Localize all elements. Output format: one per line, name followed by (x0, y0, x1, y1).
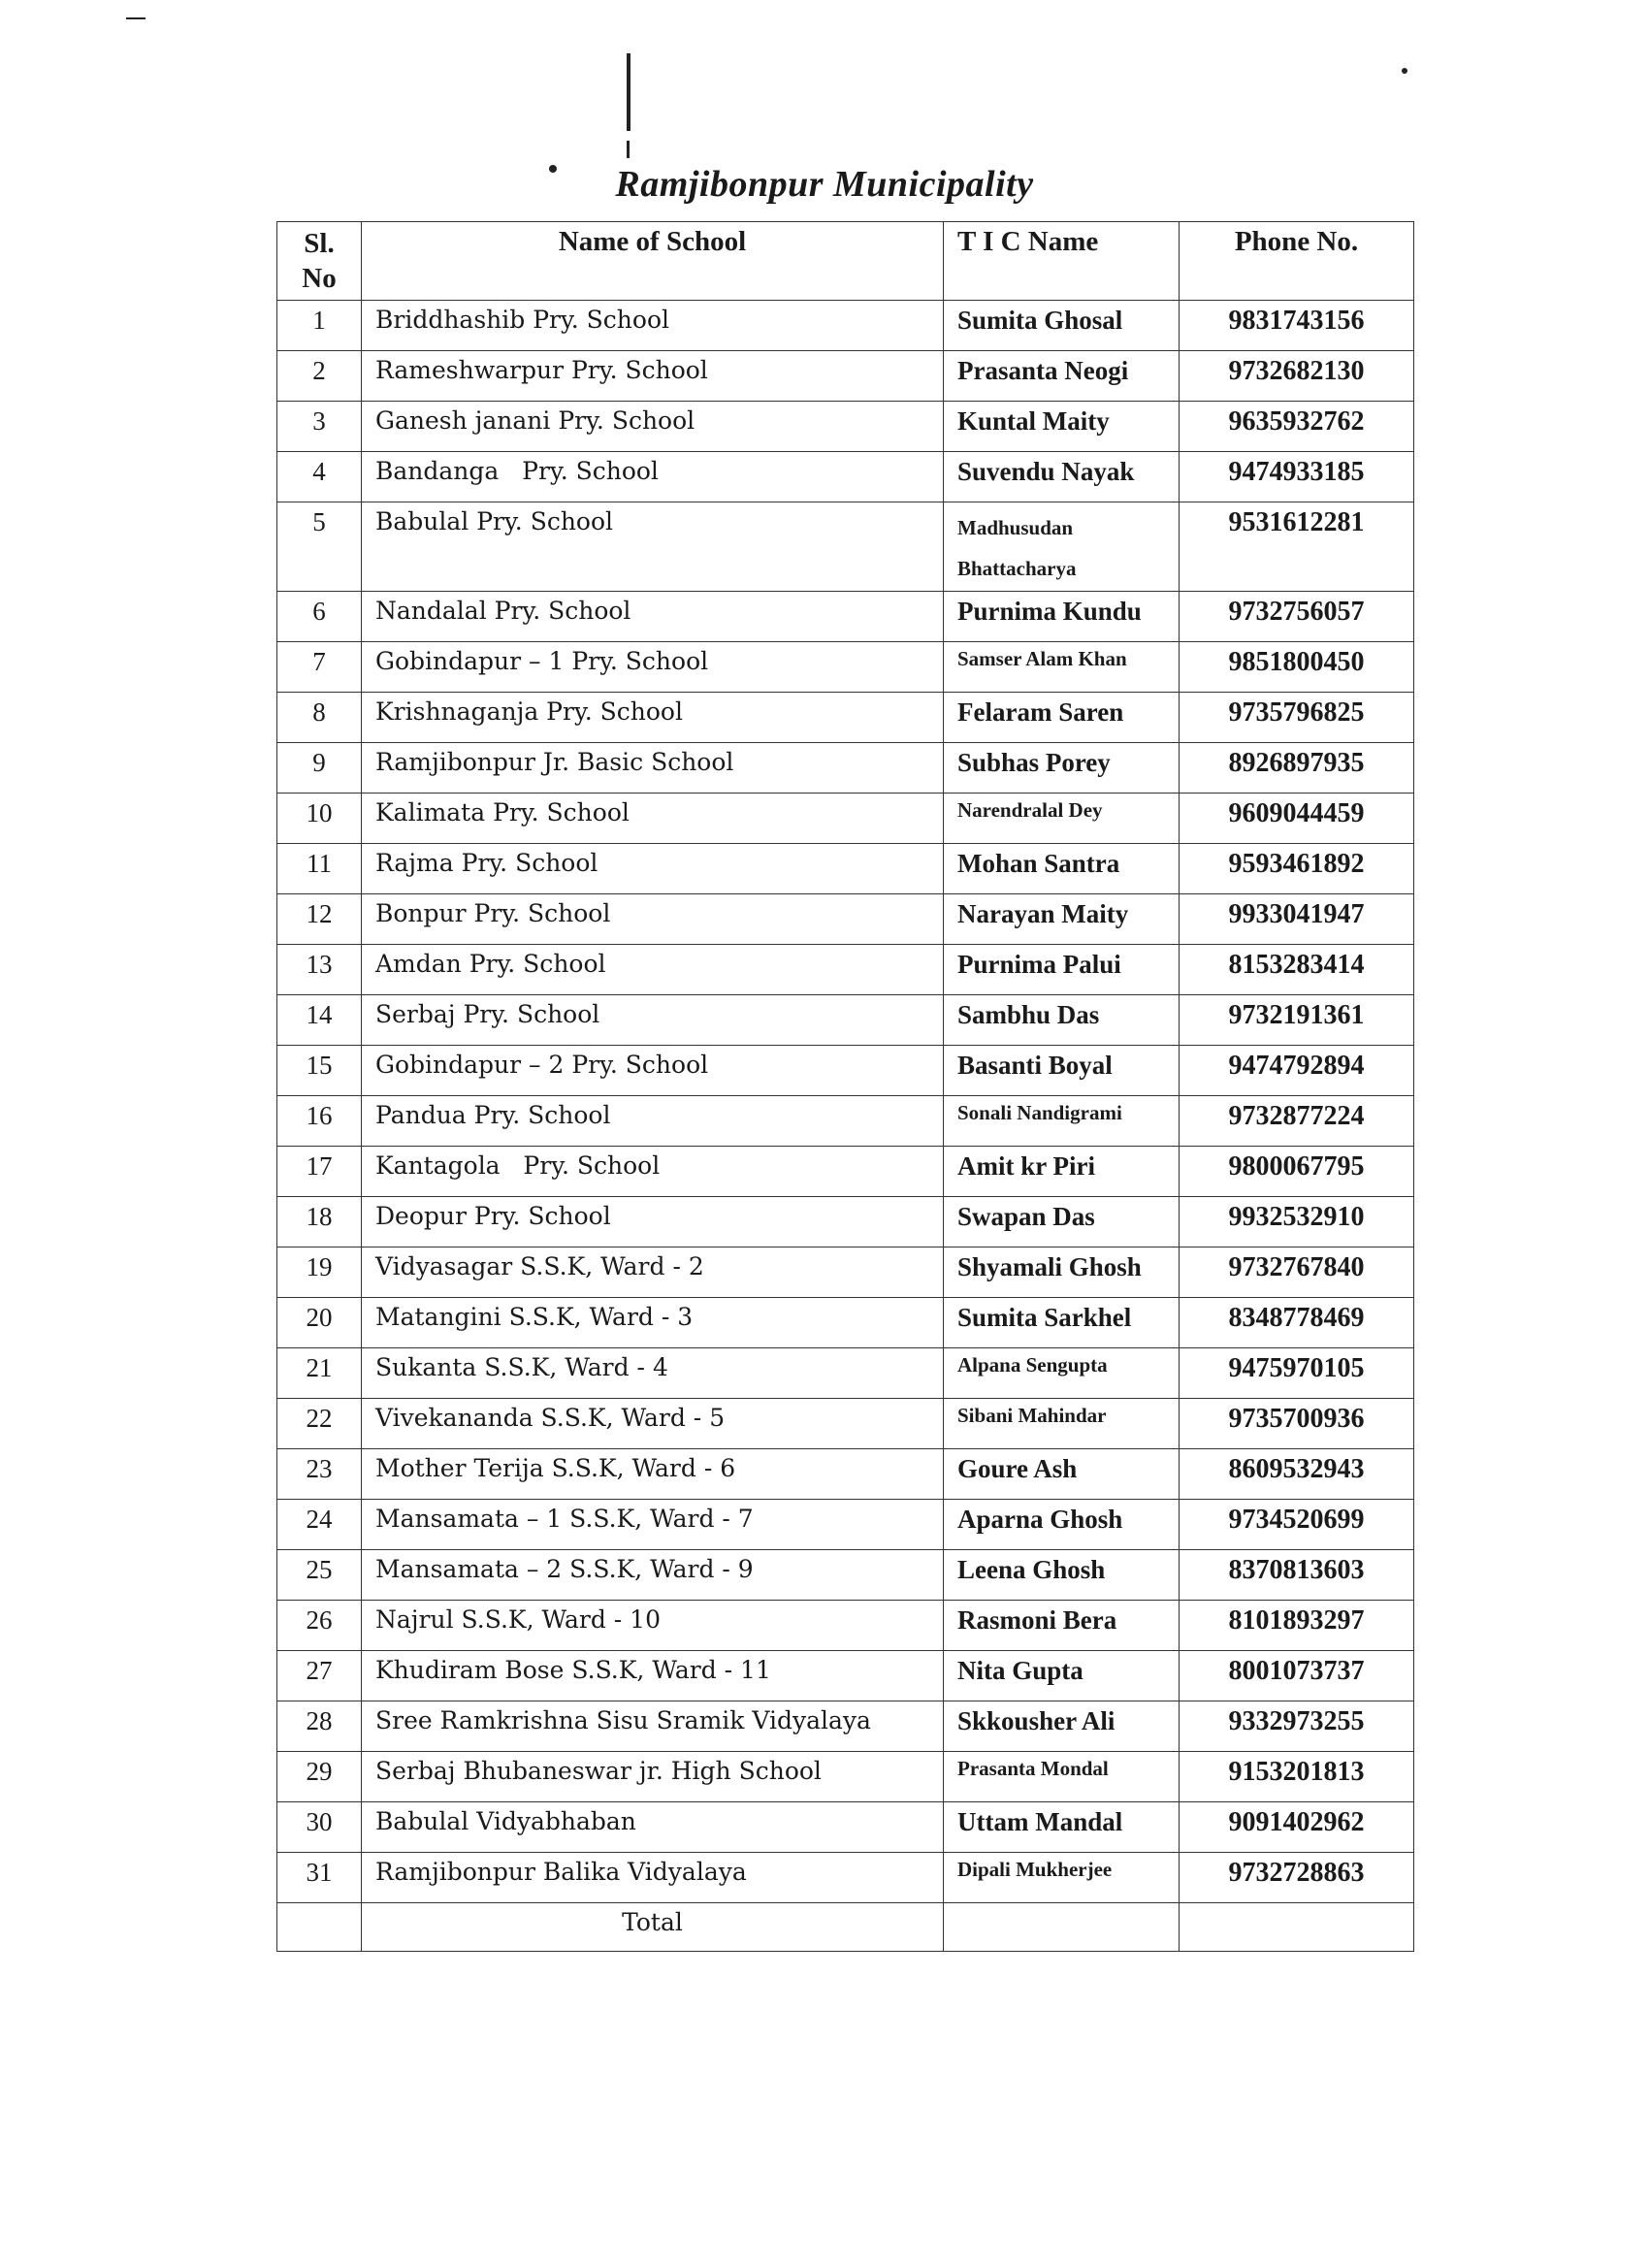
cell-phone: 9475970105 (1180, 1348, 1414, 1399)
cell-tic: Mohan Santra (944, 844, 1180, 894)
table-row (277, 743, 1414, 794)
cell-school: Mansamata – 2 S.S.K, Ward - 9 (362, 1550, 944, 1601)
cell-tic: Purnima Kundu (944, 592, 1180, 642)
cell-phone: 9474933185 (1180, 452, 1414, 502)
cell-sl: 20 (277, 1298, 362, 1348)
cell-sl: 2 (277, 351, 362, 402)
cell-phone: 8153283414 (1180, 945, 1414, 995)
cell-sl: 26 (277, 1601, 362, 1651)
table-row (277, 1449, 1414, 1500)
table-row (277, 452, 1414, 502)
cell-school: Kalimata Pry. School (362, 794, 944, 844)
cell-tic: Swapan Das (944, 1197, 1180, 1247)
cell-school: Bonpur Pry. School (362, 894, 944, 945)
document-title: Ramjibonpur Municipality (615, 164, 1034, 205)
table-row (277, 693, 1414, 743)
cell-sl: 9 (277, 743, 362, 794)
cell-phone: 9593461892 (1180, 844, 1414, 894)
cell-school: Vidyasagar S.S.K, Ward - 2 (362, 1247, 944, 1298)
cell-phone: 9531612281 (1180, 502, 1414, 592)
cell-phone: 9932532910 (1180, 1197, 1414, 1247)
cell-tic: Suvendu Nayak (944, 452, 1180, 502)
cell-school: Briddhashib Pry. School (362, 301, 944, 351)
cell-phone: 9474792894 (1180, 1046, 1414, 1096)
table-row (277, 794, 1414, 844)
cell-phone: 9153201813 (1180, 1752, 1414, 1802)
cell-school: Mansamata – 1 S.S.K, Ward - 7 (362, 1500, 944, 1550)
table-row (277, 1550, 1414, 1601)
cell-sl: 8 (277, 693, 362, 743)
table-row (277, 1500, 1414, 1550)
cell-sl: 29 (277, 1752, 362, 1802)
cell-tic: Basanti Boyal (944, 1046, 1180, 1096)
table-row (277, 1651, 1414, 1701)
cell-sl: 10 (277, 794, 362, 844)
table-row (277, 945, 1414, 995)
total-row (277, 1903, 1414, 1952)
cell-phone: 8101893297 (1180, 1601, 1414, 1651)
cell-tic: Sonali Nandigrami (944, 1096, 1180, 1147)
table-row (277, 1348, 1414, 1399)
cell-phone: 9933041947 (1180, 894, 1414, 945)
cell-tic: Alpana Sengupta (944, 1348, 1180, 1399)
cell-school: Deopur Pry. School (362, 1197, 944, 1247)
cell-school: Babulal Vidyabhaban (362, 1802, 944, 1853)
cell-school: Vivekananda S.S.K, Ward - 5 (362, 1399, 944, 1449)
table-row (277, 402, 1414, 452)
cell-phone: 9732877224 (1180, 1096, 1414, 1147)
cell-school: Gobindapur – 2 Pry. School (362, 1046, 944, 1096)
cell-phone: 9735796825 (1180, 693, 1414, 743)
cell-school: Rameshwarpur Pry. School (362, 351, 944, 402)
cell-tic: Narendralal Dey (944, 794, 1180, 844)
cell-tic: Kuntal Maity (944, 402, 1180, 452)
total-label: Total (362, 1903, 944, 1952)
header-phone-no: Phone No. (1180, 222, 1414, 301)
cell-school: Krishnaganja Pry. School (362, 693, 944, 743)
cell-tic: Sambhu Das (944, 995, 1180, 1046)
cell-phone: 9732728863 (1180, 1853, 1414, 1903)
cell-tic: Nita Gupta (944, 1651, 1180, 1701)
cell-tic: Goure Ash (944, 1449, 1180, 1500)
cell-phone: 9831743156 (1180, 301, 1414, 351)
table-row (277, 1298, 1414, 1348)
cell-school: Rajma Pry. School (362, 844, 944, 894)
table-row (277, 301, 1414, 351)
cell-sl: 14 (277, 995, 362, 1046)
table-row (277, 1197, 1414, 1247)
cell-tic: Samser Alam Khan (944, 642, 1180, 693)
cell-tic: Dipali Mukherjee (944, 1853, 1180, 1903)
cell-tic: Skkousher Ali (944, 1701, 1180, 1752)
cell-sl: 6 (277, 592, 362, 642)
table-row (277, 894, 1414, 945)
cell-sl: 19 (277, 1247, 362, 1298)
cell-school: Najrul S.S.K, Ward - 10 (362, 1601, 944, 1651)
cell-sl: 25 (277, 1550, 362, 1601)
cell-phone: 9800067795 (1180, 1147, 1414, 1197)
cell-tic: Sumita Ghosal (944, 301, 1180, 351)
scan-mark (1402, 68, 1407, 74)
table-row (277, 1752, 1414, 1802)
cell-sl: 12 (277, 894, 362, 945)
table-header-row (277, 222, 1414, 301)
table-row (277, 1046, 1414, 1096)
cell-tic: Shyamali Ghosh (944, 1247, 1180, 1298)
cell-tic: Amit kr Piri (944, 1147, 1180, 1197)
cell-phone: 8926897935 (1180, 743, 1414, 794)
table-row (277, 1701, 1414, 1752)
cell-sl: 17 (277, 1147, 362, 1197)
table-row (277, 592, 1414, 642)
cell-phone: 9851800450 (1180, 642, 1414, 693)
cell-tic: Felaram Saren (944, 693, 1180, 743)
cell-sl: 31 (277, 1853, 362, 1903)
cell-sl: 16 (277, 1096, 362, 1147)
cell-tic: Sumita Sarkhel (944, 1298, 1180, 1348)
cell-school: Ramjibonpur Balika Vidyalaya (362, 1853, 944, 1903)
cell-school: Amdan Pry. School (362, 945, 944, 995)
cell-school: Khudiram Bose S.S.K, Ward - 11 (362, 1651, 944, 1701)
table-row (277, 1601, 1414, 1651)
cell-sl: 30 (277, 1802, 362, 1853)
table-row (277, 1802, 1414, 1853)
cell-empty (277, 1903, 362, 1952)
table-row (277, 351, 1414, 402)
table-body (277, 301, 1414, 1952)
scan-mark (126, 17, 146, 19)
cell-empty (944, 1903, 1180, 1952)
cell-sl: 27 (277, 1651, 362, 1701)
cell-sl: 28 (277, 1701, 362, 1752)
cell-tic: Purnima Palui (944, 945, 1180, 995)
cell-school: Sukanta S.S.K, Ward - 4 (362, 1348, 944, 1399)
table-row (277, 1853, 1414, 1903)
header-tic-name: T I C Name (944, 222, 1180, 301)
cell-sl: 1 (277, 301, 362, 351)
cell-tic: Sibani Mahindar (944, 1399, 1180, 1449)
header-sl-no: Sl. No (277, 222, 362, 301)
cell-phone: 8370813603 (1180, 1550, 1414, 1601)
cell-sl: 15 (277, 1046, 362, 1096)
school-table (276, 221, 1414, 1952)
cell-phone: 9732756057 (1180, 592, 1414, 642)
cell-sl: 11 (277, 844, 362, 894)
cell-phone: 9732682130 (1180, 351, 1414, 402)
table-row (277, 1096, 1414, 1147)
cell-sl: 18 (277, 1197, 362, 1247)
cell-sl: 5 (277, 502, 362, 592)
cell-phone: 9732767840 (1180, 1247, 1414, 1298)
cell-school: Pandua Pry. School (362, 1096, 944, 1147)
cell-school: Matangini S.S.K, Ward - 3 (362, 1298, 944, 1348)
table-row (277, 642, 1414, 693)
cell-tic: Subhas Porey (944, 743, 1180, 794)
cell-phone: 9609044459 (1180, 794, 1414, 844)
cell-school: Ramjibonpur Jr. Basic School (362, 743, 944, 794)
cell-phone: 9635932762 (1180, 402, 1414, 452)
cell-sl: 23 (277, 1449, 362, 1500)
table-row (277, 844, 1414, 894)
cell-tic: Prasanta Neogi (944, 351, 1180, 402)
cell-tic: Madhusudan Bhattacharya (944, 502, 1180, 592)
cell-tic: Uttam Mandal (944, 1802, 1180, 1853)
cell-school: Sree Ramkrishna Sisu Sramik Vidyalaya (362, 1701, 944, 1752)
header-school-name: Name of School (362, 222, 944, 301)
cell-sl: 24 (277, 1500, 362, 1550)
cell-phone: 9332973255 (1180, 1701, 1414, 1752)
table-row (277, 502, 1414, 592)
cell-sl: 4 (277, 452, 362, 502)
cell-sl: 7 (277, 642, 362, 693)
cell-phone: 9735700936 (1180, 1399, 1414, 1449)
table-row (277, 1247, 1414, 1298)
cell-school: Kantagola Pry. School (362, 1147, 944, 1197)
cell-empty (1180, 1903, 1414, 1952)
cell-school: Mother Terija S.S.K, Ward - 6 (362, 1449, 944, 1500)
cell-school: Nandalal Pry. School (362, 592, 944, 642)
cell-school: Serbaj Pry. School (362, 995, 944, 1046)
cell-phone: 8609532943 (1180, 1449, 1414, 1500)
cell-school: Bandanga Pry. School (362, 452, 944, 502)
cell-tic: Leena Ghosh (944, 1550, 1180, 1601)
cell-phone: 9091402962 (1180, 1802, 1414, 1853)
cell-school: Gobindapur – 1 Pry. School (362, 642, 944, 693)
cell-phone: 8001073737 (1180, 1651, 1414, 1701)
cell-tic: Aparna Ghosh (944, 1500, 1180, 1550)
table-row (277, 1147, 1414, 1197)
table-row (277, 995, 1414, 1046)
cell-tic: Narayan Maity (944, 894, 1180, 945)
cell-school: Ganesh janani Pry. School (362, 402, 944, 452)
cell-tic: Rasmoni Bera (944, 1601, 1180, 1651)
cell-sl: 21 (277, 1348, 362, 1399)
cell-phone: 8348778469 (1180, 1298, 1414, 1348)
cell-sl: 22 (277, 1399, 362, 1449)
scan-mark (627, 141, 630, 158)
cell-sl: 3 (277, 402, 362, 452)
cell-school: Babulal Pry. School (362, 502, 944, 592)
cell-tic: Prasanta Mondal (944, 1752, 1180, 1802)
table-row (277, 1399, 1414, 1449)
scan-mark (627, 53, 630, 131)
cell-sl: 13 (277, 945, 362, 995)
cell-school: Serbaj Bhubaneswar jr. High School (362, 1752, 944, 1802)
cell-phone: 9734520699 (1180, 1500, 1414, 1550)
cell-phone: 9732191361 (1180, 995, 1414, 1046)
